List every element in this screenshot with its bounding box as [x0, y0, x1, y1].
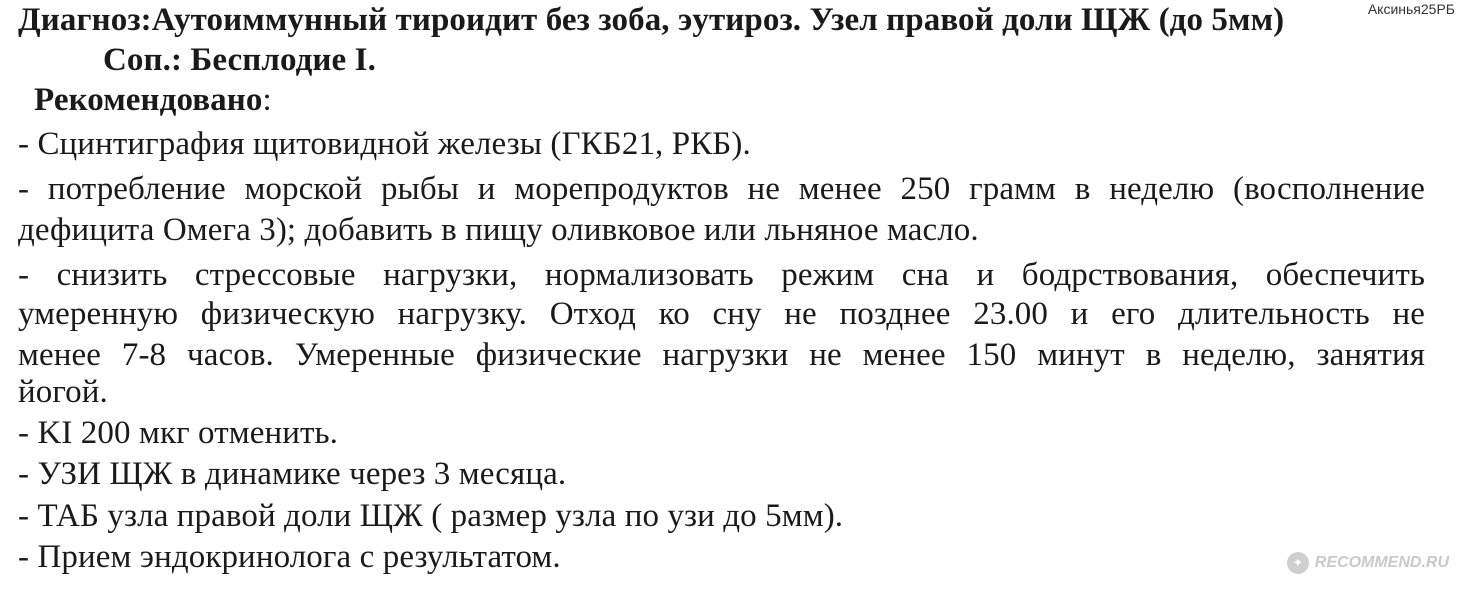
rec-line-7: йогой. — [18, 374, 108, 410]
rec-line-1: - Сцинтиграфия щитовидной железы (ГКБ21, РКБ). — [18, 126, 751, 162]
site-watermark-text: RECOMMEND.RU — [1314, 554, 1449, 571]
recommended-colon: : — [262, 82, 272, 118]
rec-line-9: - УЗИ ЩЖ в динамике через 3 месяца. — [18, 456, 567, 492]
recommend-logo-icon: ✦ — [1287, 552, 1309, 574]
rec-line-8: - KI 200 мкг отменить. — [18, 415, 339, 451]
rec-line-3: дефицита Омега 3); добавить в пищу оливковое или льняное масло. — [18, 212, 979, 248]
rec-line-6: менее 7-8 часов. Умеренные физические нагрузки не менее 150 минут в неделю, занятия — [18, 337, 1425, 373]
username-watermark: Аксинья25РБ — [1367, 1, 1455, 17]
site-watermark — [1287, 552, 1449, 574]
recommended-label: Рекомендовано — [34, 82, 263, 118]
rec-line-5: умеренную физическую нагрузку. Отход ко сну не позднее 23.00 и его длительность не — [18, 296, 1425, 332]
recommended-heading — [34, 80, 272, 120]
diagnosis-line: Диагноз:Аутоиммунный тироидит без зоба, эутироз. Узел правой доли ЩЖ (до 5мм) — [18, 2, 1285, 38]
rec-line-11: - Прием эндокринолога с результатом. — [18, 539, 561, 575]
rec-line-4: - снизить стрессовые нагрузки, нормализовать режим сна и бодрствования, обеспечить — [18, 257, 1425, 293]
comorbid-line: Соп.: Бесплодие I. — [103, 42, 376, 78]
rec-line-10: - ТАБ узла правой доли ЩЖ ( размер узла по узи до 5мм). — [18, 498, 844, 534]
rec-line-2: - потребление морской рыбы и морепродуктов не менее 250 грамм в неделю (восполнение — [18, 171, 1425, 207]
